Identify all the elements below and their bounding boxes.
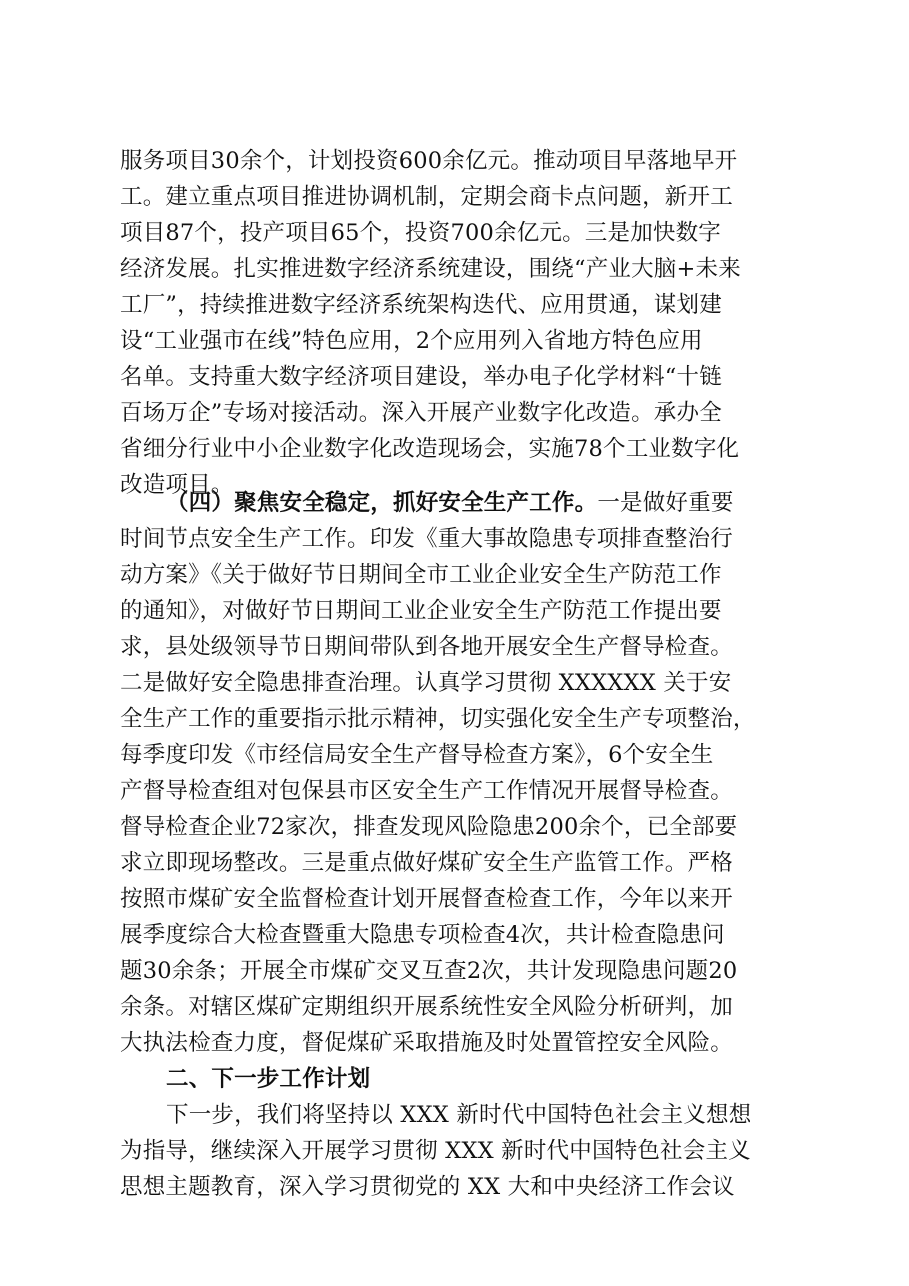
section-two-heading: 二、下一步工作计划: [166, 1066, 371, 1092]
text-line: 工。建立重点项目推进协调机制，定期会商卡点问题，新开工: [120, 184, 733, 210]
text-line: 设“工业强市在线”特色应用，2个应用列入省地方特色应用: [120, 328, 703, 354]
text-line: 工厂”，持续推进数字经济系统架构迭代、应用贯通，谋划建: [120, 292, 722, 318]
text-line: 动方案》《关于做好节日期间全市工业企业安全生产防范工作: [120, 562, 722, 588]
text-line: 大执法检查力度，督促煤矿采取措施及时处置管控安全风险。: [120, 1030, 733, 1056]
text-line: 按照市煤矿安全监督检查计划开展督查检查工作，今年以来开: [120, 886, 733, 912]
text-line: 经济发展。扎实推进数字经济系统建设，围绕“产业大脑+未来: [120, 256, 741, 282]
text-line: 求，县处级领导节日期间带队到各地开展安全生产督导检查。: [120, 634, 733, 660]
section-four-lead: （四）聚焦安全稳定，抓好安全生产工作。: [166, 490, 598, 516]
text-line: 时间节点安全生产工作。印发《重大事故隐患专项排查整治行: [120, 526, 733, 552]
text-line: 服务项目30余个，计划投资600余亿元。推动项目早落地早开: [120, 148, 738, 174]
text-line: 每季度印发《市经信局安全生产督导检查方案》，6个安全生: [120, 742, 714, 768]
text-line: 二是做好安全隐患排查治理。认真学习贯彻 XXXXXX 关于安: [120, 670, 732, 696]
text-line: 下一步，我们将坚持以 XXX 新时代中国特色社会主义想想: [166, 1102, 752, 1128]
section-four-first-line: [166, 486, 734, 520]
text-line: 项目87个，投产项目65个，投资700余亿元。三是加快数字: [120, 220, 722, 246]
text-line: 百场万企”专场对接活动。深入开展产业数字化改造。承办全: [120, 400, 722, 426]
text-line: 全生产工作的重要指示批示精神，切实强化安全生产专项整治，: [120, 706, 756, 732]
text-line: 改造项目。: [120, 472, 234, 498]
text-line: 题30余条；开展全市煤矿交叉互查2次，共计发现隐患问题20: [120, 958, 738, 984]
text-line: 求立即现场整改。三是重点做好煤矿安全生产监管工作。严格: [120, 850, 733, 876]
text-line: 思想主题教育，深入学习贯彻党的 XX 大和中央经济工作会议: [120, 1174, 735, 1200]
text-line: 督导检查企业72家次，排查发现风险隐患200余个，已全部要: [120, 814, 738, 840]
text-line: 余条。对辖区煤矿定期组织开展系统性安全风险分析研判，加: [120, 994, 733, 1020]
section-four-first-line-rest: 一是做好重要: [597, 490, 734, 516]
text-line: 名单。支持重大数字经济项目建设，举办电子化学材料“十链: [120, 364, 722, 390]
text-line: 省细分行业中小企业数字化改造现场会，实施78个工业数字化: [120, 436, 740, 462]
text-line: 产督导检查组对包保县市区安全生产工作情况开展督导检查。: [120, 778, 733, 804]
text-line: 为指导，继续深入开展学习贯彻 XXX 新时代中国特色社会主义: [120, 1138, 751, 1164]
text-line: 的通知》，对做好节日期间工业企业安全生产防范工作提出要: [120, 598, 722, 624]
text-line: 展季度综合大检查暨重大隐患专项检查4次，共计检查隐患问: [120, 922, 725, 948]
